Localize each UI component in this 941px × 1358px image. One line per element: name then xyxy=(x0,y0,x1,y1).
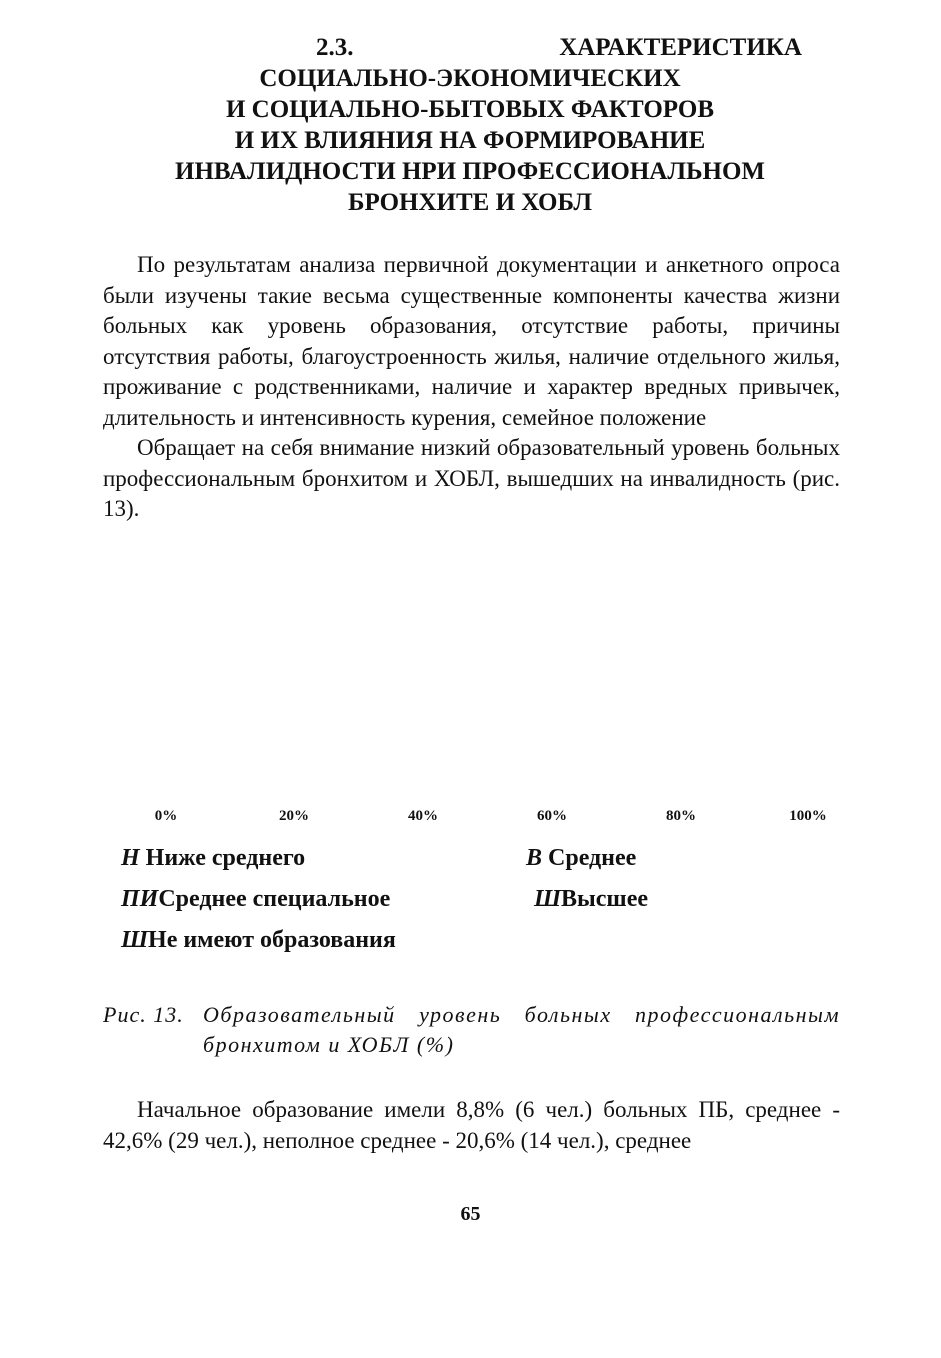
intro-text xyxy=(103,250,840,525)
legend-label: Ниже среднего xyxy=(145,845,306,871)
x-tick-60: 60% xyxy=(537,808,567,824)
legend-marker: Н xyxy=(121,845,140,871)
legend-label: Высшее xyxy=(561,886,648,912)
paragraph-2: Обращает на себя внимание низкий образовательный уровень больных профессиональным бронхитом и ХОБЛ, вышедших на инвалидность (рис. 13). xyxy=(103,435,840,521)
caption-text: Образовательный уровень больных профессиональным бронхитом и ХОБЛ (%) xyxy=(203,1002,840,1057)
section-number: 2.3. xyxy=(316,34,354,61)
heading-line-2: СОЦИАЛЬНО-ЭКОНОМИЧЕСКИХ xyxy=(259,65,681,92)
education-chart xyxy=(0,560,941,960)
x-tick-20: 20% xyxy=(279,808,309,824)
x-tick-100: 100% xyxy=(789,808,827,824)
legend-label: Среднее специальное xyxy=(158,886,391,912)
legend-item-secondary xyxy=(526,845,636,872)
heading-line-3: И СОЦИАЛЬНО-БЫТОВЫХ ФАКТОРОВ xyxy=(225,96,715,123)
legend-label: Среднее xyxy=(548,845,637,871)
paragraph-3: Начальное образование имели 8,8% (6 чел.) больных ПБ, среднее - 42,6% (29 чел.), неполное среднее - 20,6% (14 чел.), среднее xyxy=(103,1097,840,1153)
legend-marker: ПИ xyxy=(121,886,159,912)
heading-line-5: ИНВАЛИДНОСТИ НРИ ПРОФЕССИОНАЛЬНОМ xyxy=(175,158,765,185)
legend-item-specialized-secondary xyxy=(121,886,390,913)
x-tick-80: 80% xyxy=(666,808,696,824)
legend-label: Не имеют образования xyxy=(148,927,396,953)
legend-marker: Ш xyxy=(121,927,149,953)
legend-item-below-secondary xyxy=(121,845,305,872)
section-heading xyxy=(120,32,820,218)
page-number: 65 xyxy=(460,1203,481,1225)
results-text xyxy=(103,1095,840,1156)
x-tick-0: 0% xyxy=(154,808,178,824)
caption-label: Рис. 13. xyxy=(103,1002,184,1027)
heading-line-1: ХАРАКТЕРИСТИКА xyxy=(559,34,802,61)
legend-marker: В xyxy=(526,845,543,871)
legend-item-no-education xyxy=(121,927,396,954)
legend-item-higher xyxy=(534,886,648,913)
paragraph-1: По результатам анализа первичной документации и анкетного опроса были изучены такие весьма существенные компоненты качества жизни больных как уровень образования, отсутствие работы, причины отсутствия работы, благоустроенность жилья, наличие отдельного жилья, проживание с родственниками, наличие и характер вредных привычек, длительность и интенсивность курения, семейное положение xyxy=(103,252,840,430)
x-tick-40: 40% xyxy=(408,808,438,824)
heading-line-4: И ИХ ВЛИЯНИЯ НА ФОРМИРОВАНИЕ xyxy=(234,127,706,154)
figure-caption xyxy=(103,1000,840,1060)
heading-line-6: БРОНХИТЕ И ХОБЛ xyxy=(347,189,593,216)
legend-marker: Ш xyxy=(534,886,562,912)
